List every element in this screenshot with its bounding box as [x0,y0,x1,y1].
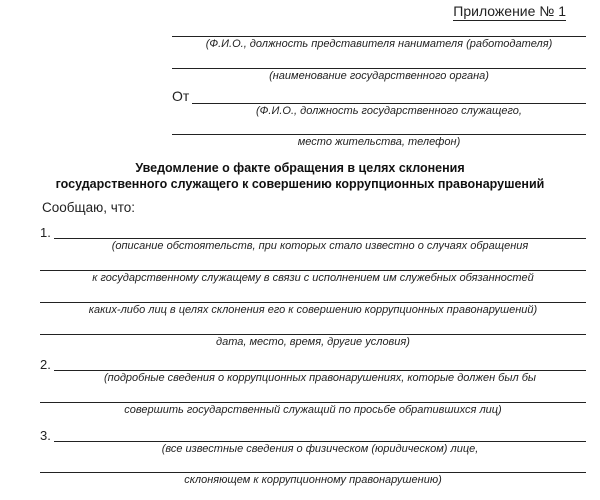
item-2-caption-1: (подробные сведения о коррупционных правонарушениях, которые должен был бы [103,372,536,384]
item-1-line-4[interactable] [40,334,586,335]
addressee-name-line[interactable] [172,36,586,37]
item-1-caption-2: к государственному служащему в связи с исполнением им служебных обязанностей [92,272,534,284]
item-1-caption-3: каких-либо лиц в целях склонения его к совершению коррупционных правонарушений) [88,304,538,316]
item-3-caption-1: (все известные сведения о физическом (юридическом) лице, [161,443,479,455]
item-2-number: 2. [40,357,51,372]
item-1-caption-1: (описание обстоятельств, при которых стало известно о случаях обращения [111,240,529,252]
item-2-line-2[interactable] [40,402,586,403]
sender-name-line[interactable] [192,103,586,104]
addressee-org-line[interactable] [172,68,586,69]
item-3-line-1[interactable] [54,441,586,442]
item-1-line-3[interactable] [40,302,586,303]
addressee-caption-1: (Ф.И.О., должность представителя нанимателя (работодателя) [205,38,553,50]
item-3-caption-2: склоняющем к коррупционному правонарушению) [184,474,442,486]
item-1-line-2[interactable] [40,270,586,271]
appendix-label: Приложение № 1 [453,3,566,19]
from-label: От [172,88,190,104]
item-3-line-2[interactable] [40,472,586,473]
sender-caption-2: место жительства, телефон) [297,136,461,148]
item-3-number: 3. [40,428,51,443]
intro-text: Сообщаю, что: [42,200,136,215]
sender-caption-1: (Ф.И.О., должность государственного служащего, [256,105,522,117]
sender-address-line[interactable] [172,134,586,135]
addressee-caption-2: (наименование государственного органа) [269,70,489,82]
item-2-line-1[interactable] [54,370,586,371]
item-1-line-1[interactable] [54,238,586,239]
item-1-number: 1. [40,225,51,240]
item-1-caption-4: дата, место, время, другие условия) [216,336,410,348]
notice-title-line-2: государственного служащего к совершению коррупционных правонарушений [55,177,545,191]
item-2-caption-2: совершить государственный служащий по просьбе обратившихся лиц) [124,404,502,416]
notice-title-line-1: Уведомление о факте обращения в целях склонения [135,161,465,175]
